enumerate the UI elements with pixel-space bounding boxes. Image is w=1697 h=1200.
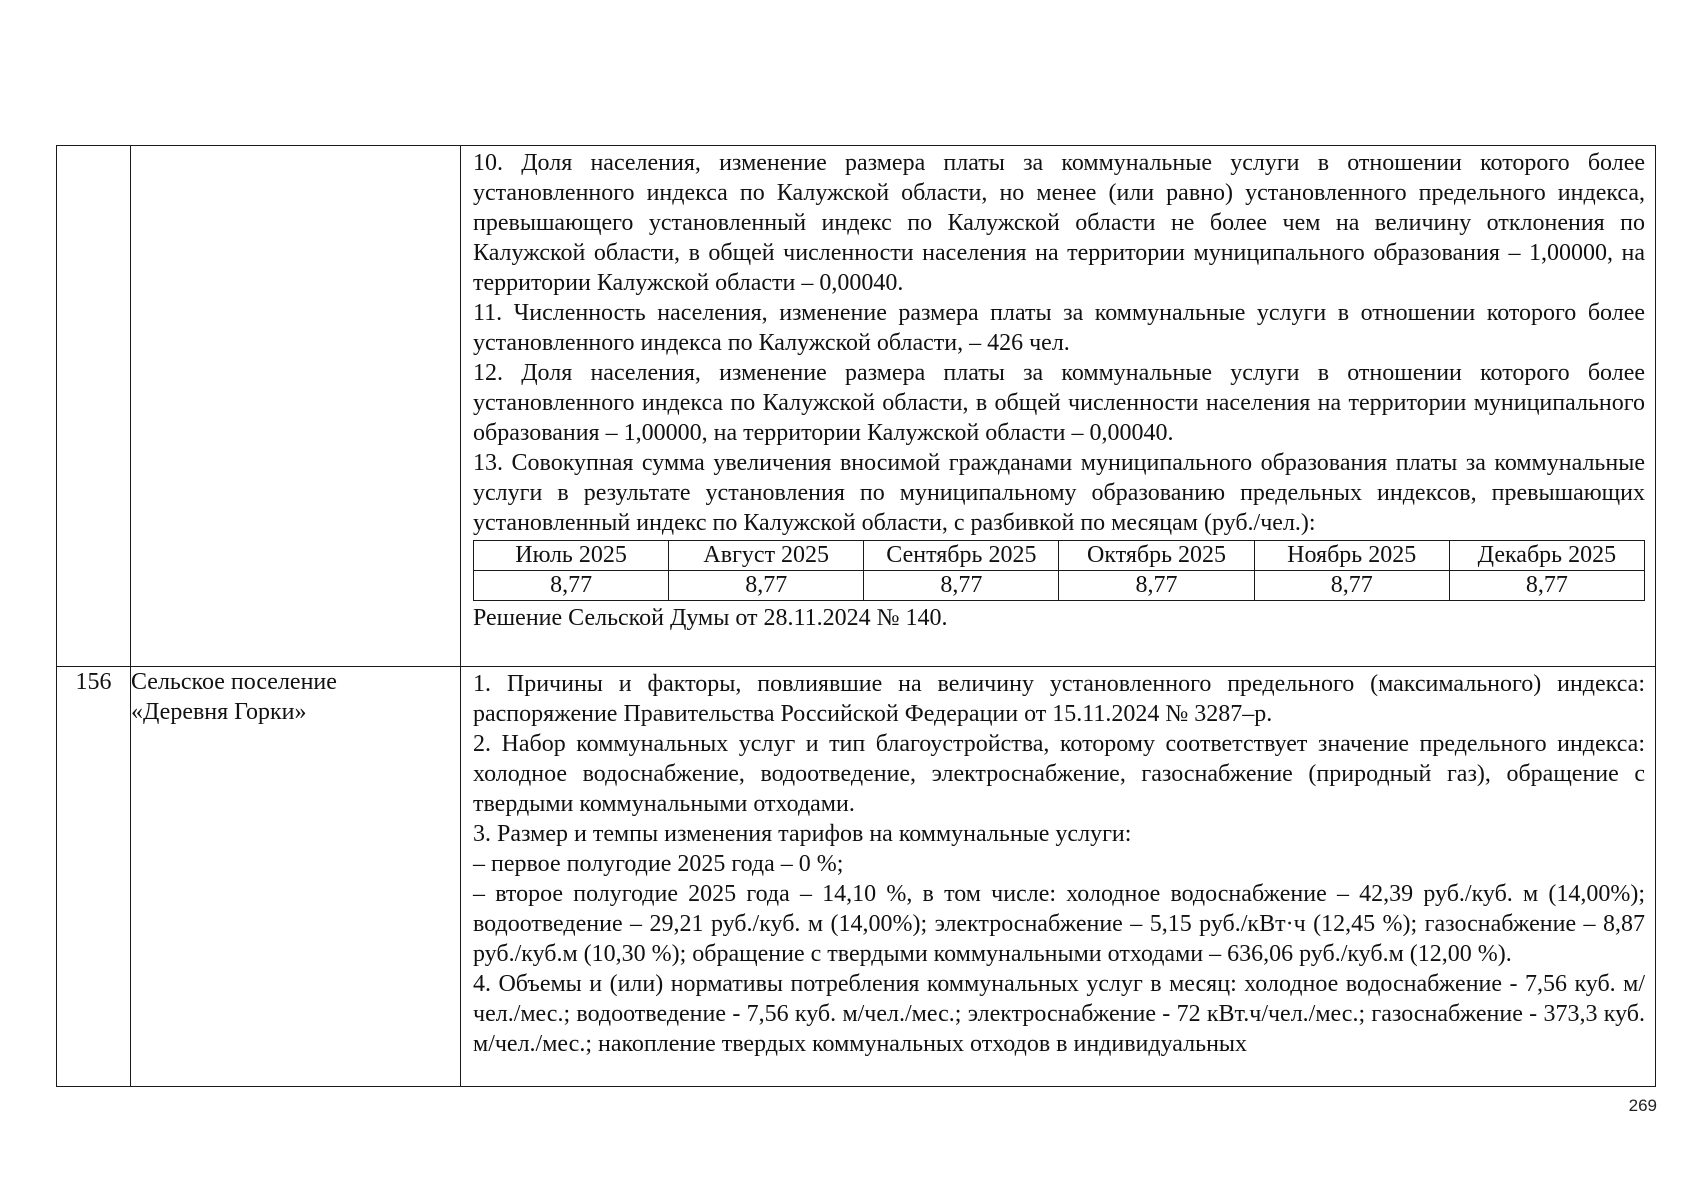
row-number-cell <box>57 146 131 667</box>
item-13-paragraph: 13. Совокупная сумма увеличения вносимой гражданами муниципального образования платы за коммунальные услуги в результате установления по муниципальному образованию предельных индексов, превышающих установленный индекс по Калужской области, с разбивкой по месяцам (руб./чел.): <box>473 450 1645 536</box>
row-number-cell: 156 <box>57 666 131 1086</box>
month-header-row <box>474 541 1645 571</box>
indices-table <box>56 145 1656 1087</box>
item-3-paragraph: 3. Размер и темпы изменения тарифов на коммунальные услуги: <box>473 820 1132 847</box>
municipality-title: «Деревня Горки» <box>131 698 307 725</box>
decision-reference: Решение Сельской Думы от 28.11.2024 № 140. <box>473 605 948 631</box>
month-header: Декабрь 2025 <box>1449 541 1644 571</box>
month-value: 8,77 <box>474 571 669 601</box>
monthly-increase-table <box>473 540 1645 601</box>
item-4-paragraph: 4. Объемы и (или) нормативы потребления коммунальных услуг в месяц: холодное водоснабжение - 7,56 куб. м/чел./мес.; водоотведение - 7,56 куб. м/чел./мес.; электроснабжение - 72 кВт.ч/чел./мес.; газоснабжение - 373,3 куб. м/чел./мес.; накопление твердых коммунальных отходов в индивидуальных <box>473 970 1645 1057</box>
month-value: 8,77 <box>1449 571 1644 601</box>
month-value: 8,77 <box>669 571 864 601</box>
month-value-row <box>474 571 1645 601</box>
item-10-paragraph: 10. Доля населения, изменение размера платы за коммунальные услуги в отношении которого более установленного индекса по Калужской области, но менее (или равно) установленного предельного индекса, превышающего установленный индекс по Калужской области не более чем на величину отклонения по Калужской области, в общей численности населения на территории муниципального образования – 1,00000, на территории Калужской области – 0,00040. <box>473 150 1645 296</box>
municipality-name-cell <box>131 666 461 1086</box>
month-value: 8,77 <box>1059 571 1254 601</box>
page-number: 269 <box>1628 1096 1657 1115</box>
table-row-156 <box>57 666 1656 1086</box>
month-value: 8,77 <box>1254 571 1449 601</box>
item-2-paragraph: 2. Набор коммунальных услуг и тип благоустройства, которому соответствует значение предельного индекса: холодное водоснабжение, водоотведение, электроснабжение, газоснабжение (природный газ), обращение с твердыми коммунальными отходами. <box>473 730 1645 817</box>
item-11-paragraph: 11. Численность населения, изменение размера платы за коммунальные услуги в отношении которого более установленного индекса по Калужской области, – 426 чел. <box>473 300 1645 356</box>
item-1-paragraph: 1. Причины и факторы, повлиявшие на величину установленного предельного (максимального) индекса: распоряжение Правительства Российской Федерации от 15.11.2024 № 3287–р. <box>473 670 1645 727</box>
municipality-type: Сельское поселение <box>131 668 337 695</box>
month-header: Ноябрь 2025 <box>1254 541 1449 571</box>
table-row-continued <box>57 146 1656 667</box>
month-value: 8,77 <box>864 571 1059 601</box>
month-header: Август 2025 <box>669 541 864 571</box>
details-cell <box>461 146 1656 667</box>
month-header: Октябрь 2025 <box>1059 541 1254 571</box>
first-half-year-line: – первое полугодие 2025 года – 0 %; <box>473 850 844 877</box>
month-header: Сентябрь 2025 <box>864 541 1059 571</box>
details-cell <box>461 666 1656 1086</box>
second-half-year-paragraph: – второе полугодие 2025 года – 14,10 %, в том числе: холодное водоснабжение – 42,39 руб./куб. м (14,00%); водоотведение – 29,21 руб./куб. м (14,00%); электроснабжение – 5,15 руб./кВт·ч (12,45 %); газоснабжение – 8,87 руб./куб.м (10,30 %); обращение с твердыми коммунальными отходами – 636,06 руб./куб.м (12,00 %). <box>473 880 1645 967</box>
item-12-paragraph: 12. Доля населения, изменение размера платы за коммунальные услуги в отношении которого более установленного индекса по Калужской области, в общей численности населения на территории муниципального образования – 1,00000, на территории Калужской области – 0,00040. <box>473 360 1645 446</box>
month-header: Июль 2025 <box>474 541 669 571</box>
municipality-name-cell <box>131 146 461 667</box>
